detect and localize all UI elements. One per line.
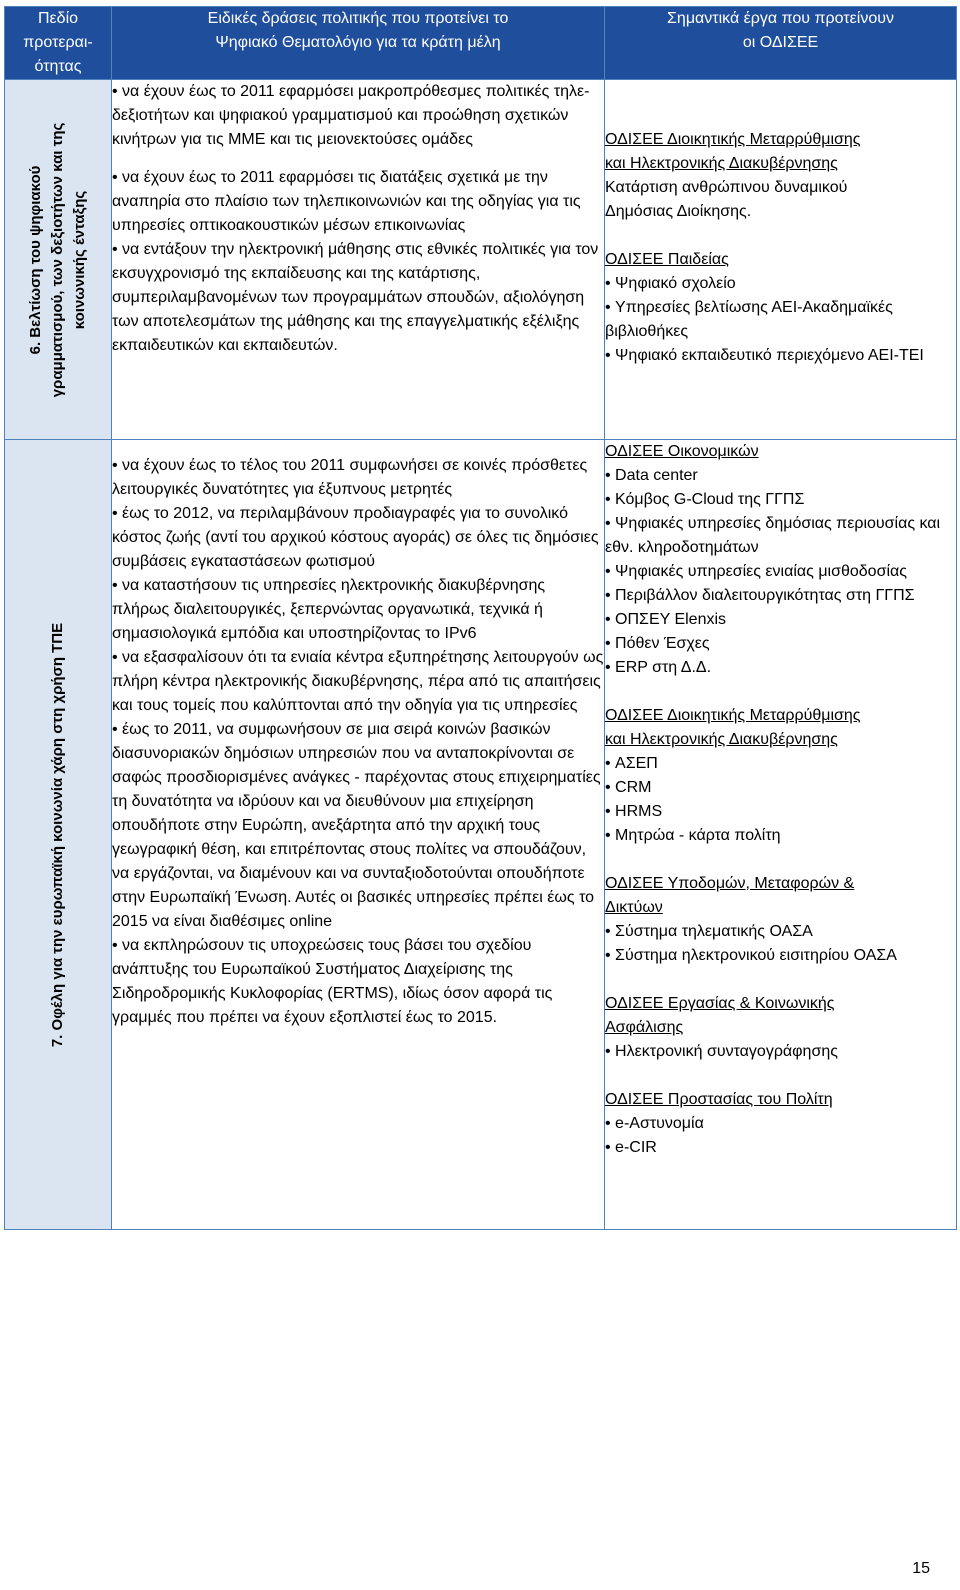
action-item: • να καταστήσουν τις υπηρεσίες ηλεκτρονικής διακυβέρνησης πλήρως διαλειτουργικές, ξεπερνώντας οργανωτικά, τεχνικά ή σημασιολογικά εμπόδια και υποστηρίζοντας το IPv6	[112, 577, 546, 642]
priority-cell	[5, 440, 112, 1230]
page-number: 15	[912, 1560, 930, 1577]
project-item: • Σύστημα ηλεκτρονικού εισιτηρίου ΟΑΣΑ	[605, 944, 956, 968]
project-item: • e-CIR	[605, 1136, 956, 1160]
policy-table	[4, 6, 957, 1230]
project-group-title[interactable]: ΟΔΙΣΕΕ Οικονομικών	[605, 443, 759, 460]
header-projects-line: οι ΟΔΙΣΕΕ	[742, 34, 819, 51]
project-group-title[interactable]: ΟΔΙΣΕΕ Διοικητικής Μεταρρύθμισης και Ηλεκτρονικής Διακυβέρνησης	[605, 131, 861, 172]
project-item: • Ψηφιακό σχολείο	[605, 272, 956, 296]
table-row	[5, 80, 957, 440]
project-group-title[interactable]: ΟΔΙΣΕΕ Παιδείας	[605, 251, 729, 268]
project-item: • Κόμβος G-Cloud της ΓΓΠΣ	[605, 488, 956, 512]
project-item: • Υπηρεσίες βελτίωσης ΑΕΙ-Ακαδημαϊκές βιβλιοθήκες	[605, 296, 956, 344]
priority-label	[25, 122, 91, 397]
project-item: • ΑΣΕΠ	[605, 752, 956, 776]
project-group	[605, 704, 956, 848]
project-item: • Πόθεν Έσχες	[605, 632, 956, 656]
project-item: • ERP στη Δ.Δ.	[605, 656, 956, 680]
priority-label-line: 7. Οφέλη για την ευρωπαϊκή κοινωνία χάρη στη χρήση ΤΠΕ	[49, 622, 66, 1047]
header-actions	[112, 7, 605, 80]
header-projects-line: Σημαντικά έργα που προτείνουν	[667, 10, 894, 27]
project-group	[605, 440, 956, 680]
header-actions-line: Ψηφιακό Θεματολόγιο για τα κράτη μέλη	[215, 34, 501, 51]
action-item: • να έχουν έως το 2011 εφαρμόσει τις διατάξεις σχετικά με την αναπηρία στο πλαίσιο των τηλεπικοινωνιών και της οδηγίας για τις υπηρεσίες οπτικοακουστικών μέσων επικοινωνίας	[112, 169, 581, 234]
action-item: • να εξασφαλίσουν ότι τα ενιαία κέντρα εξυπηρέτησης λειτουργούν ως πλήρη κέντρα ηλεκτρονικής διακυβέρνησης, πέρα από τις απαιτήσεις και τους τομείς που καλύπτονται από την οδηγία για τις υπηρεσίες	[112, 649, 604, 714]
header-row	[5, 7, 957, 80]
project-group	[605, 992, 956, 1064]
priority-label-line: γραμματισμού, των δεξιοτήτων και της	[49, 122, 66, 397]
priority-cell	[5, 80, 112, 440]
project-item: • Ψηφιακές υπηρεσίες δημόσιας περιουσίας και εθν. κληροδοτημάτων	[605, 512, 956, 560]
header-projects	[605, 7, 957, 80]
project-item: • e-Αστυνομία	[605, 1112, 956, 1136]
project-group	[605, 1088, 956, 1160]
project-group	[605, 248, 956, 368]
project-item: • HRMS	[605, 800, 956, 824]
projects-cell	[605, 80, 957, 440]
project-item: • Σύστημα τηλεματικής ΟΑΣΑ	[605, 920, 956, 944]
actions-cell	[112, 80, 605, 440]
project-group-description: Κατάρτιση ανθρώπινου δυναμικού Δημόσιας Διοίκησης.	[605, 179, 848, 220]
project-group	[605, 872, 956, 968]
projects-cell	[605, 440, 957, 1230]
project-item: • ΟΠΣΕΥ Elenxis	[605, 608, 956, 632]
header-priority-field	[5, 7, 112, 80]
project-item: • Μητρώα - κάρτα πολίτη	[605, 824, 956, 848]
header-actions-line: Ειδικές δράσεις πολιτικής που προτείνει το	[207, 10, 509, 27]
project-group-title[interactable]: ΟΔΙΣΕΕ Υποδομών, Μεταφορών & Δικτύων	[605, 875, 855, 916]
project-group-title[interactable]: ΟΔΙΣΕΕ Εργασίας & Κοινωνικής Ασφάλισης	[605, 995, 835, 1036]
project-item: • CRM	[605, 776, 956, 800]
priority-label	[47, 622, 69, 1046]
action-item: • να εκπληρώσουν τις υποχρεώσεις τους βάσει του σχεδίου ανάπτυξης του Ευρωπαϊκού Συστήματος Διαχείρισης της Σιδηροδρομικής Κυκλοφορίας (ERTMS), ιδίως όσον αφορά τις γραμμές που πρέπει να έχουν εξοπλιστεί έως το 2015.	[112, 937, 553, 1026]
project-item: • Ηλεκτρονική συνταγογράφησης	[605, 1040, 956, 1064]
header-field-line: ότητας	[34, 58, 82, 75]
project-item: • Data center	[605, 464, 956, 488]
header-field-line: προτεραι-	[23, 34, 93, 51]
project-group	[605, 128, 956, 224]
action-item: • να έχουν έως το 2011 εφαρμόσει μακροπρόθεσμες πολιτικές τηλε-δεξιοτήτων και ψηφιακού γραμματισμού και προώθηση σχετικών κινήτρων για τις ΜΜΕ και τις μειονεκτούσες ομάδες	[112, 83, 590, 148]
project-group-title[interactable]: ΟΔΙΣΕΕ Προστασίας του Πολίτη	[605, 1091, 833, 1108]
project-item: • Ψηφιακές υπηρεσίες ενιαίας μισθοδοσίας	[605, 560, 956, 584]
actions-cell	[112, 440, 605, 1230]
action-item: • να εντάξουν την ηλεκτρονική μάθησης στις εθνικές πολιτικές για τον εκσυγχρονισμό της εκπαίδευσης και της κατάρτισης, συμπεριλαμβανομένων των προγραμμάτων σπουδών, αξιολόγηση των αποτελεσμάτων της μάθησης και της επαγγελματικής εξέλιξης εκπαιδευτικών και εκπαιδευτών.	[112, 241, 599, 354]
priority-label-line: κοινωνικής ένταξης	[71, 190, 88, 329]
project-group-title[interactable]: ΟΔΙΣΕΕ Διοικητικής Μεταρρύθμισης και Ηλεκτρονικής Διακυβέρνησης	[605, 707, 861, 748]
project-item: • Ψηφιακό εκπαιδευτικό περιεχόμενο ΑΕΙ-ΤΕΙ	[605, 344, 956, 368]
header-field-line: Πεδίο	[37, 10, 79, 27]
action-item: • έως το 2012, να περιλαμβάνουν προδιαγραφές για το συνολικό κόστος ζωής (αντί του αρχικού κόστους αγοράς) σε όλες τις δημόσιες συμβάσεις εγκαταστάσεων φωτισμού	[112, 505, 599, 570]
priority-label-line: 6. Βελτίωση του ψηφιακού	[27, 165, 44, 354]
action-item: • έως το 2011, να συμφωνήσουν σε μια σειρά κοινών βασικών διασυνοριακών δημόσιων υπηρεσιών που να ανταποκρίνονται σε σαφώς προσδιορισμένες ανάγκες - παρέχοντας στους επιχειρηματίες τη δυνατότητα να ιδρύουν και να διευθύνουν μια επιχείρηση οπουδήποτε στην Ευρώπη, ανεξάρτητα από την αρχική τους γεωγραφική θέση, και επιτρέποντας στους πολίτες να σπουδάζουν, να εργάζονται, να διαμένουν και να συνταξιοδοτούνται οπουδήποτε στην Ευρωπαϊκή Ένωση. Αυτές οι βασικές υπηρεσίες πρέπει έως το 2015 να είναι διαθέσιμες online	[112, 721, 601, 930]
project-item: • Περιβάλλον διαλειτουργικότητας στη ΓΓΠΣ	[605, 584, 956, 608]
table-row	[5, 440, 957, 1230]
action-item: • να έχουν έως το τέλος του 2011 συμφωνήσει σε κοινές πρόσθετες λειτουργικές δυνατότητες για έξυπνους μετρητές	[112, 457, 588, 498]
